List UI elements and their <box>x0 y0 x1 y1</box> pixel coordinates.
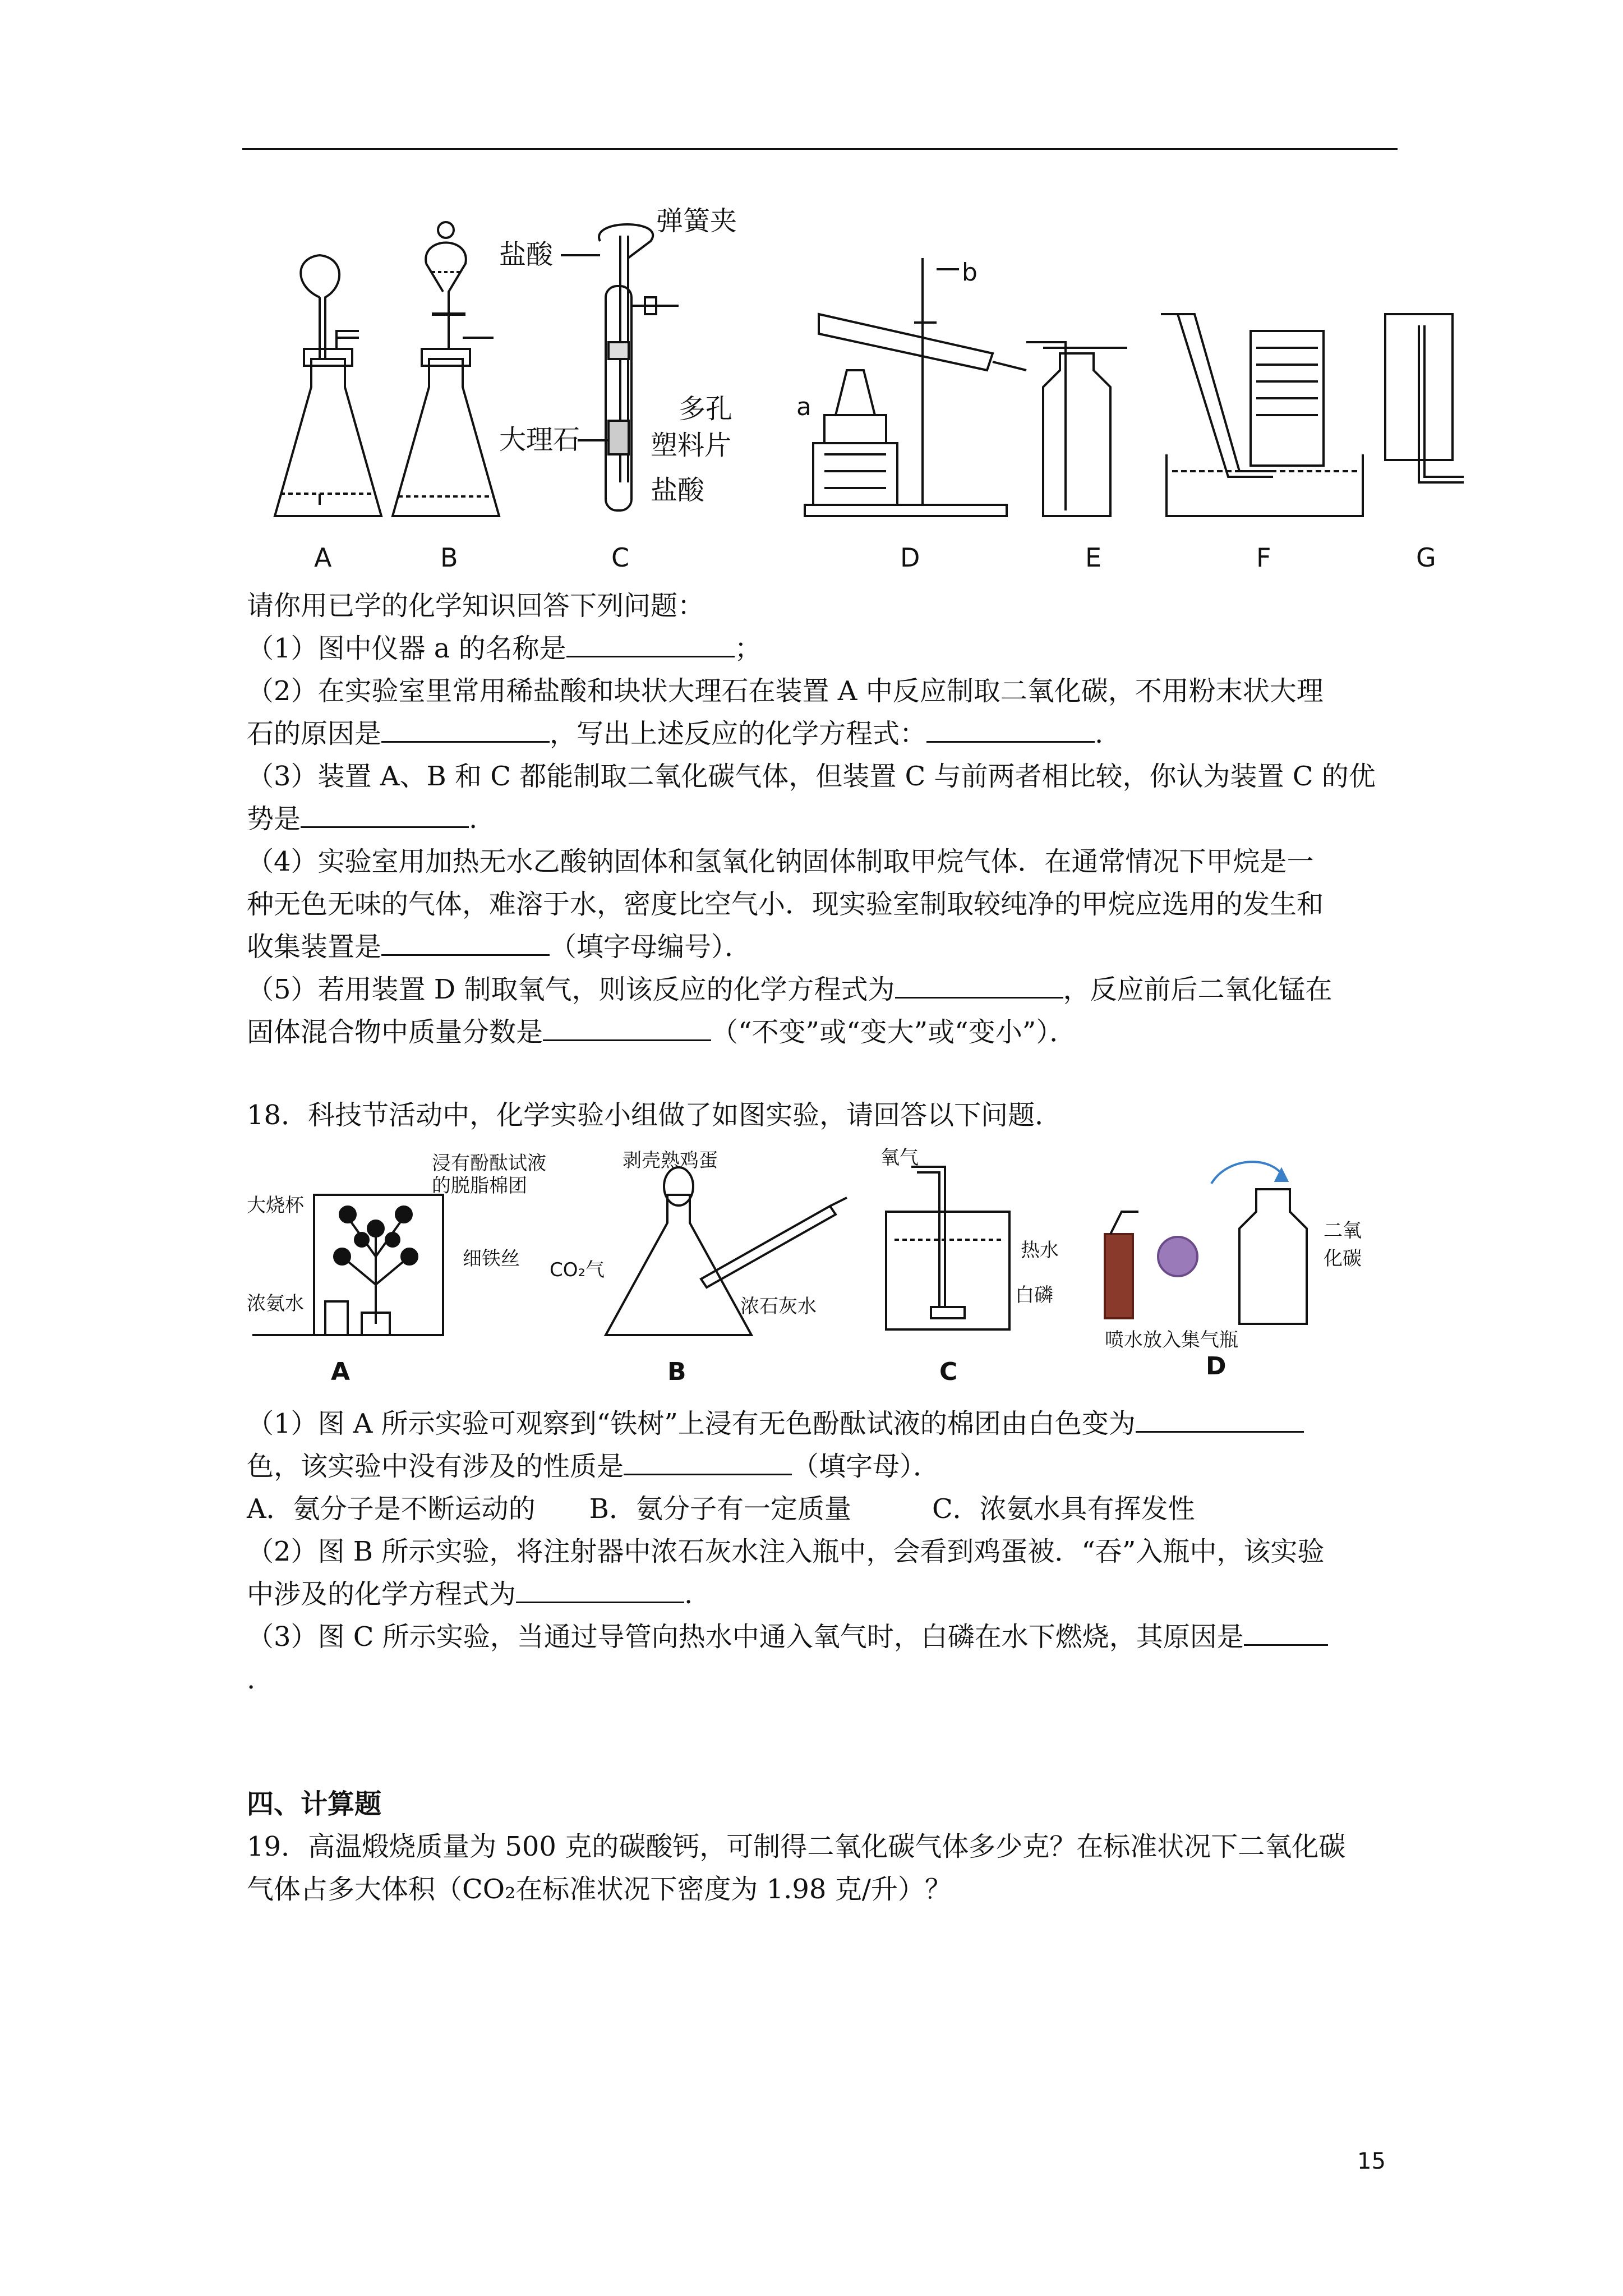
q17-part1-text: （1）图中仪器 a 的名称是 <box>247 633 566 664</box>
label-C: C <box>611 542 630 573</box>
spring-clip-label: 弹簧夹 <box>656 205 737 237</box>
answer-blank[interactable] <box>926 716 1095 743</box>
q18-part2-text: 中涉及的化学方程式为 <box>247 1579 517 1610</box>
experiment-a <box>247 1152 546 1386</box>
apparatus-d <box>796 258 1026 516</box>
answer-blank[interactable] <box>543 1015 711 1041</box>
answer-blank[interactable] <box>1136 1406 1304 1433</box>
hot-water-label: 热水 <box>1021 1239 1059 1262</box>
hcl-bottom-label: 盐酸 <box>651 475 705 506</box>
answer-blank[interactable] <box>1244 1619 1328 1646</box>
answer-blank[interactable] <box>381 930 550 956</box>
q17-part5-text2: 固体混合物中质量分数是 <box>247 1016 543 1048</box>
ammonia-label: 浓氨水 <box>247 1292 304 1315</box>
label-D: D <box>900 542 920 573</box>
label-F: F <box>1256 542 1271 573</box>
label-G: G <box>1416 542 1436 573</box>
cotton-label-2: 的脱脂棉团 <box>432 1175 527 1197</box>
q18-part3-line2: . <box>247 1664 256 1695</box>
q17-part2-tail: . <box>1095 718 1104 749</box>
experiment-c <box>880 1147 1059 1386</box>
white-p-label: 白磷 <box>1015 1284 1053 1306</box>
q17-part4-line1: （4）实验室用加热无水乙酸钠固体和氢氧化钠固体制取甲烷气体．在通常情况下甲烷是一 <box>247 846 1314 877</box>
q18-stem: 18．科技节活动中，化学实验小组做了如图实验，请回答以下问题． <box>247 1099 1062 1131</box>
apparatus-c <box>499 205 737 510</box>
co2-label-2: 化碳 <box>1324 1248 1362 1270</box>
q17-part2-mid: ，写出上述反应的化学方程式： <box>550 718 927 749</box>
answer-blank[interactable] <box>516 1577 684 1603</box>
exp-label-D: D <box>1206 1352 1227 1381</box>
exp-label-C: C <box>939 1358 958 1386</box>
beaker-label: 大烧杯 <box>247 1194 304 1217</box>
wire-label: 细铁丝 <box>463 1248 520 1270</box>
q18-part1-line1 <box>247 1402 1396 1445</box>
q17-part3-line1: （3）装置 A、B 和 C 都能制取二氧化碳气体，但装置 C 与前两者相比较，你认为装置 C 的优 <box>247 761 1376 792</box>
porous-label-1: 多孔 <box>679 393 733 425</box>
experiment-b <box>550 1149 847 1386</box>
label-a: a <box>796 393 811 421</box>
answer-blank[interactable] <box>624 1449 792 1475</box>
apparatus-f <box>1161 314 1363 516</box>
q17-part5-text: （5）若用装置 D 制取氧气，则该反应的化学方程式为 <box>247 974 895 1005</box>
answer-blank[interactable] <box>895 972 1063 999</box>
apparatus-figure <box>241 202 1497 595</box>
q18-part1-text2: 色，该实验中没有涉及的性质是 <box>247 1451 624 1482</box>
q18-part1-text: （1）图 A 所示实验可观察到“铁树”上浸有无色酚酞试液的棉团由白色变为 <box>247 1408 1136 1439</box>
label-E: E <box>1085 542 1102 573</box>
experiment-figure <box>241 1144 1419 1408</box>
q17-part3-tail: . <box>469 803 478 835</box>
oxygen-label: 氧气 <box>880 1147 919 1169</box>
header-rule <box>242 148 1398 150</box>
answer-blank[interactable] <box>301 802 469 828</box>
apparatus-e <box>1026 342 1127 516</box>
experiment-d <box>1105 1162 1362 1381</box>
q17-part4-tail: （填字母编号）． <box>550 931 752 963</box>
q18-part3-line1 <box>247 1616 1396 1658</box>
q17-part4-line3 <box>247 926 1396 968</box>
q17-part5-tail: ，反应前后二氧化锰在 <box>1063 974 1332 1005</box>
q17-intro: 请你用已学的化学知识回答下列问题： <box>247 590 705 622</box>
q17-part1-tail: ； <box>734 633 762 664</box>
q17-part4-text: 收集装置是 <box>247 931 382 963</box>
q17-part5-tail2: （“不变”或“变大”或“变小”）． <box>711 1016 1077 1048</box>
q18-part1-tail: （填字母）． <box>792 1451 940 1482</box>
label-B: B <box>440 542 458 573</box>
page-number: 15 <box>1357 2148 1386 2174</box>
co2-gas-label: CO₂气 <box>550 1259 605 1281</box>
q17-part3-text: 势是 <box>247 803 301 835</box>
q17-part1 <box>247 627 1396 670</box>
hcl-top-label: 盐酸 <box>499 239 554 270</box>
q17-part4-line2: 种无色无味的气体，难溶于水，密度比空气小．现实验室制取较纯净的甲烷应选用的发生和 <box>247 889 1324 920</box>
exp-label-B: B <box>667 1358 686 1386</box>
answer-blank[interactable] <box>566 631 735 657</box>
marble-label: 大理石 <box>499 424 580 455</box>
q18-part3-text: （3）图 C 所示实验，当通过导管向热水中通入氧气时，白磷在水下燃烧，其原因是 <box>247 1621 1244 1653</box>
apparatus-b <box>393 222 499 516</box>
q17-part2-line2 <box>247 712 1396 755</box>
exp-label-A: A <box>331 1358 351 1386</box>
q17-part3-line2 <box>247 798 1396 840</box>
q18-part1-line2 <box>247 1445 1396 1488</box>
q17-part5-line2 <box>247 1011 1396 1053</box>
spray-label: 喷水放入集气瓶 <box>1105 1329 1238 1351</box>
q17-part2-line1: （2）在实验室里常用稀盐酸和块状大理石在装置 A 中反应制取二氧化碳，不用粉末状大理 <box>247 675 1324 707</box>
apparatus-a <box>275 255 381 516</box>
egg-label: 剥壳熟鸡蛋 <box>623 1149 718 1172</box>
answer-blank[interactable] <box>381 716 550 743</box>
porous-label-2: 塑料片 <box>651 430 732 461</box>
co2-label-1: 二氧 <box>1324 1220 1362 1242</box>
apparatus-g <box>1385 314 1464 482</box>
label-A: A <box>314 542 332 573</box>
cotton-label: 浸有酚酞试液 <box>432 1152 546 1175</box>
q19-line2: 气体占多大体积（CO₂在标准状况下密度为 1.98 克/升）？ <box>247 1874 952 1905</box>
q19-line1: 19．高温煅烧质量为 500 克的碳酸钙，可制得二氧化碳气体多少克？在标准状况下二氧化碳 <box>247 1831 1346 1862</box>
q18-options: A．氨分子是不断运动的 B．氨分子有一定质量 C．浓氨水具有挥发性 <box>247 1493 1195 1525</box>
q18-part2-line2 <box>247 1573 1396 1616</box>
section-title: 四、计算题 <box>247 1788 382 1820</box>
limewater-label: 浓石灰水 <box>740 1295 817 1318</box>
label-b: b <box>962 258 978 287</box>
q18-part2-line1: （2）图 B 所示实验，将注射器中浓石灰水注入瓶中，会看到鸡蛋被．“吞”入瓶中，该实验 <box>247 1536 1325 1567</box>
q18-part2-tail: . <box>684 1579 693 1610</box>
q17-part2-text: 石的原因是 <box>247 718 382 749</box>
q17-part5-line1 <box>247 968 1396 1011</box>
